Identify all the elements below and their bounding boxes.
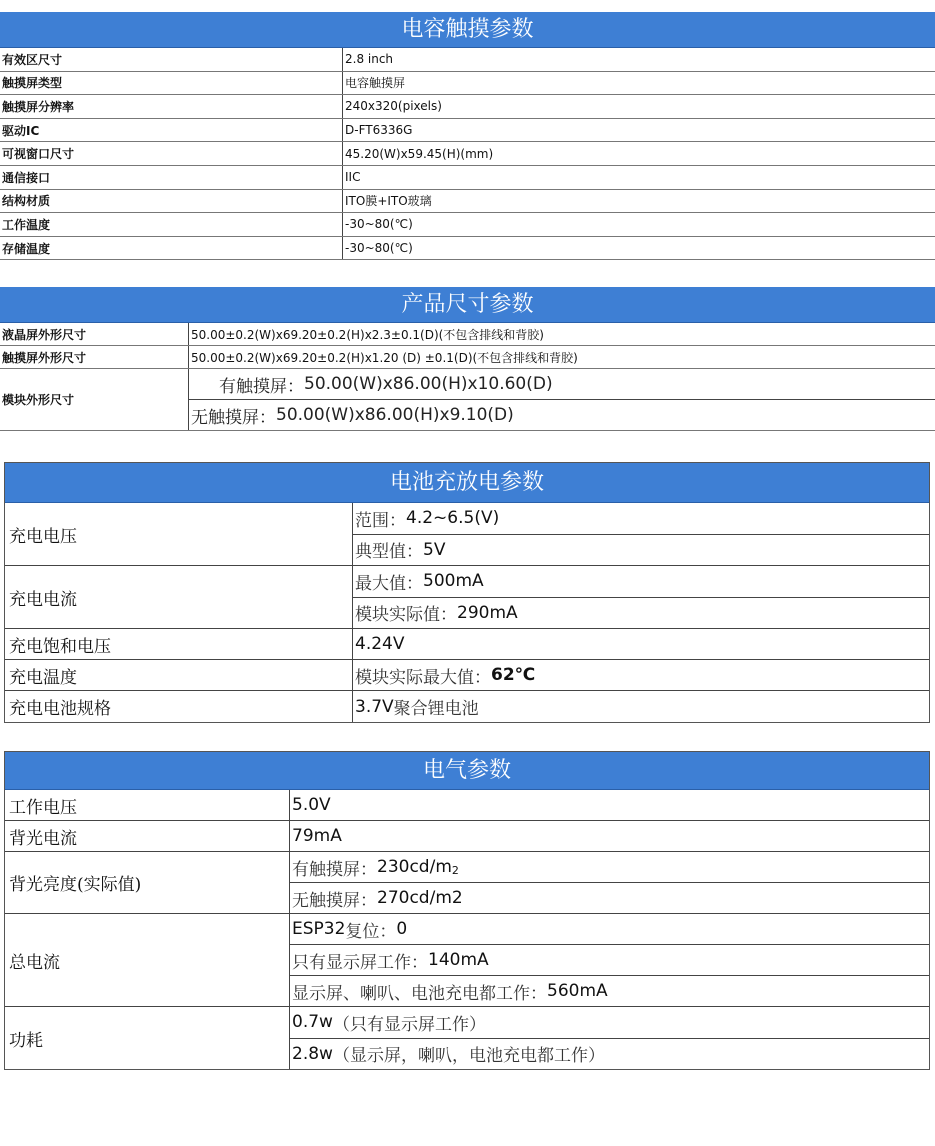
value-number: 50.00(W)x86.00(H)x9.10(D) (276, 405, 514, 425)
value-number: 5V (423, 539, 446, 560)
value-label: （只有显示屏工作） (332, 1014, 486, 1035)
table-row (0, 166, 935, 190)
value-label: 范围： (355, 510, 406, 531)
param-value: IIC (345, 170, 361, 185)
table-row (0, 95, 935, 119)
param-name: 触摸屏外形尺寸 (0, 346, 189, 368)
param-value: 50.00±0.2(W)x69.20±0.2(H)x1.20 (D) ±0.1(D)(不包含排线和背胶) (191, 350, 578, 365)
value-number: 560mA (547, 981, 608, 1001)
param-value (290, 852, 929, 882)
table-row (5, 503, 929, 566)
param-name: 充电饱和电压 (5, 629, 353, 659)
param-value: 79mA (292, 826, 342, 846)
param-value (353, 597, 929, 629)
param-name: 背光亮度(实际值) (5, 852, 290, 913)
param-name: 触摸屏类型 (0, 72, 343, 95)
table-row (0, 369, 935, 431)
param-value (290, 1038, 929, 1070)
table-row (0, 346, 935, 369)
table-row (5, 821, 929, 852)
param-value: 4.24V (355, 634, 405, 654)
param-value (353, 534, 929, 566)
value-label: 聚合锂电池 (393, 699, 479, 719)
value-label: 无触摸屏： (191, 407, 276, 428)
value-label: 复位： (345, 921, 397, 942)
value-label: （显示屏，喇叭，电池充电都工作） (332, 1046, 605, 1067)
param-value (290, 914, 929, 944)
param-value (353, 691, 929, 722)
param-name: 可视窗口尺寸 (0, 142, 343, 165)
value-label: 典型值： (355, 542, 423, 563)
param-value: D-FT6336G (345, 123, 413, 138)
value-number: 3.7V (355, 696, 394, 717)
param-value (290, 975, 929, 1006)
size-params-title: 产品尺寸参数 (0, 287, 935, 323)
param-value: 45.20(W)x59.45(H)(mm) (345, 146, 494, 161)
table-row (5, 691, 929, 722)
value-number: 0 (396, 919, 408, 939)
touch-params-table (0, 12, 935, 260)
table-row (0, 190, 935, 214)
param-name: 模块外形尺寸 (0, 369, 189, 430)
size-params-table (0, 287, 935, 431)
battery-params-table (4, 462, 930, 723)
param-name: 触摸屏分辨率 (0, 95, 343, 118)
value-number: 290mA (457, 602, 518, 623)
param-value: -30~80(℃) (345, 217, 413, 232)
electric-params-title: 电气参数 (5, 752, 929, 790)
table-row (5, 566, 929, 629)
value-label: 模块实际值： (355, 605, 457, 626)
value-number: 50.00(W)x86.00(H)x10.60(D) (304, 374, 553, 394)
table-row (5, 790, 929, 821)
param-value (189, 369, 935, 399)
param-name: 液晶屏外形尺寸 (0, 323, 189, 345)
value-label: 有触摸屏： (292, 859, 377, 880)
param-name: 总电流 (5, 914, 290, 1006)
table-row (0, 237, 935, 261)
battery-params-title: 电池充放电参数 (5, 463, 929, 503)
param-value (290, 944, 929, 975)
value-number: 62℃ (491, 665, 536, 685)
param-name: 通信接口 (0, 166, 343, 189)
param-name: 驱动IC (0, 119, 343, 142)
table-row (5, 1007, 929, 1069)
table-row (5, 660, 929, 691)
value-number: 0.7w (292, 1012, 333, 1033)
value-label: 模块实际最大值： (355, 667, 491, 688)
param-name: 功耗 (5, 1007, 290, 1069)
table-row (0, 72, 935, 96)
value-number: 2.8w (292, 1043, 333, 1064)
param-value: 50.00±0.2(W)x69.20±0.2(H)x2.3±0.1(D)(不包含排线和背胶) (191, 327, 544, 342)
value-number: 500mA (423, 571, 484, 592)
value-label: 只有显示屏工作： (292, 952, 428, 973)
param-value (290, 882, 929, 913)
param-value: 电容触摸屏 (345, 76, 406, 91)
param-value (353, 660, 929, 690)
param-name: 充电电流 (5, 566, 353, 628)
table-row (0, 213, 935, 237)
table-row (5, 629, 929, 660)
table-row (0, 323, 935, 346)
param-name: 充电电压 (5, 503, 353, 565)
param-value: ITO膜+ITO玻璃 (345, 194, 432, 209)
param-value: 5.0V (292, 795, 331, 815)
param-name: 充电电池规格 (5, 691, 353, 722)
param-value: 2.8 inch (345, 52, 394, 67)
param-name: 工作电压 (5, 790, 290, 820)
param-value (353, 503, 929, 534)
value-label: 显示屏、喇叭、电池充电都工作： (292, 983, 547, 1004)
value-number: 230cd/m (377, 857, 452, 877)
param-value (290, 1007, 929, 1038)
touch-params-title: 电容触摸参数 (0, 12, 935, 48)
value-number: 4.2~6.5(V) (406, 508, 500, 529)
param-value: -30~80(℃) (345, 241, 413, 256)
param-name: 充电温度 (5, 660, 353, 690)
table-row (0, 48, 935, 72)
table-row (0, 142, 935, 166)
param-value: 240x320(pixels) (345, 99, 442, 114)
param-name: 背光电流 (5, 821, 290, 851)
electric-params-table (4, 751, 930, 1070)
table-row (5, 914, 929, 1007)
param-name: 存储温度 (0, 237, 343, 260)
value-label: 最大值： (355, 573, 423, 594)
param-name: 有效区尺寸 (0, 48, 343, 71)
param-value (189, 399, 935, 430)
value-number: ESP32 (292, 919, 346, 939)
value-subscript: 2 (451, 863, 459, 877)
param-value (353, 566, 929, 597)
param-name: 结构材质 (0, 190, 343, 213)
param-name: 工作温度 (0, 213, 343, 236)
table-row (5, 852, 929, 914)
table-row (0, 119, 935, 143)
value-number: 140mA (428, 950, 489, 970)
value-label: 有触摸屏： (219, 376, 304, 397)
value-number: 270cd/m2 (377, 888, 463, 908)
value-label: 无触摸屏： (292, 890, 377, 911)
